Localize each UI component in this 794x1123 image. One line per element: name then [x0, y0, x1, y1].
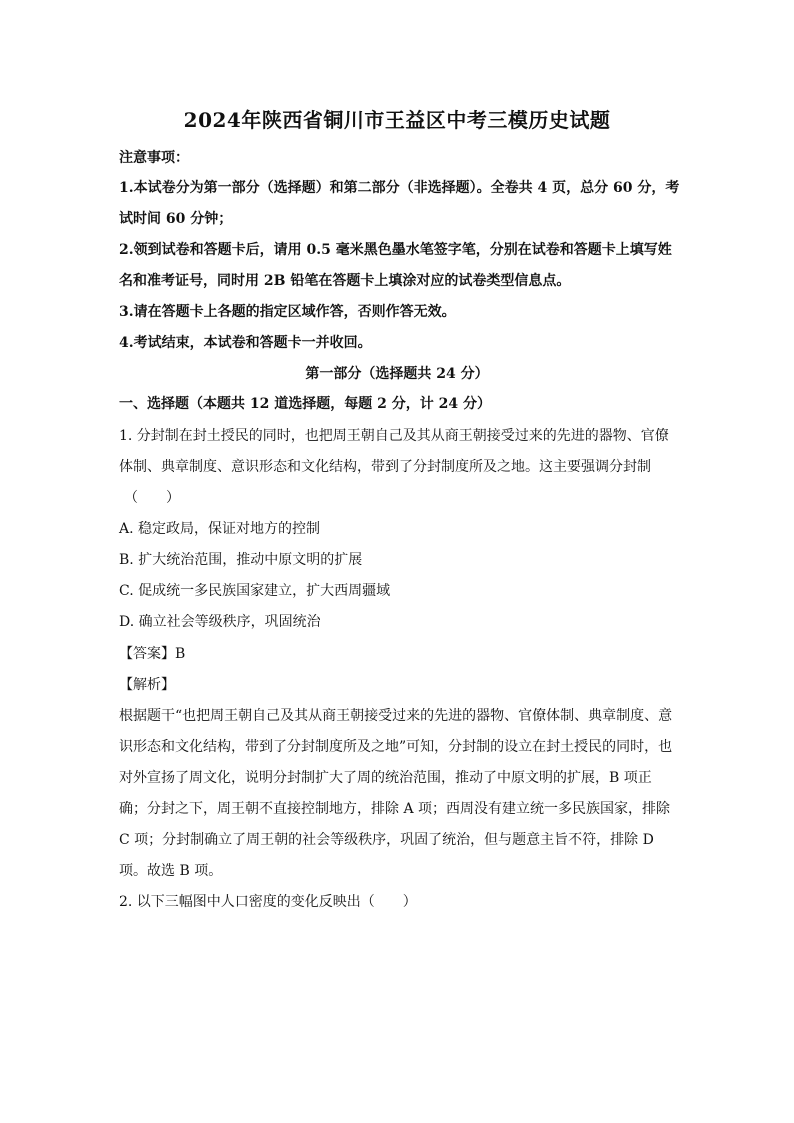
q1-option-d: D. 确立社会等级秩序，巩固统治	[119, 614, 321, 630]
q1-stem-line-2: 体制、典章制度、意识形态和文化结构，带到了分封制度所及之地。这主要强调分封制	[119, 459, 651, 475]
q1-analysis-line-4: 确；分封之下，周王朝不直接控制地方，排除 A 项；西周没有建立统一多民族国家，排除	[119, 801, 671, 817]
q1-analysis-line-5: C 项；分封制确立了周王朝的社会等级秩序，巩固了统治，但与题意主旨不符，排除 D	[119, 832, 654, 848]
page-title: 2024年陕西省铜川市王益区中考三模历史试题	[183, 108, 611, 132]
notice-2-line-1: 2.领到试卷和答题卡后，请用 0.5 毫米黑色墨水笔签字笔，分别在试卷和答题卡上填写姓	[119, 242, 672, 258]
q1-analysis-line-1: 根据题干“也把周王朝自己及其从商王朝接受过来的先进的器物、官僚体制、典章制度、意	[119, 708, 673, 724]
q1-option-b: B. 扩大统治范围，推动中原文明的扩展	[119, 552, 363, 568]
notice-4: 4.考试结束，本试卷和答题卡一并收回。	[119, 335, 372, 351]
notice-1-line-1: 1.本试卷分为第一部分（选择题）和第二部分（非选择题）。全卷共 4 页，总分 60 分，考	[119, 180, 680, 196]
q1-analysis-label: 【解析】	[119, 677, 175, 693]
q1-option-a: A. 稳定政局，保证对地方的控制	[119, 521, 321, 537]
notice-2-line-2: 名和准考证号，同时用 2B 铅笔在答题卡上填涂对应的试卷类型信息点。	[119, 273, 571, 289]
q1-option-c: C. 促成统一多民族国家建立，扩大西周疆域	[119, 583, 391, 599]
notice-heading: 注意事项：	[119, 150, 189, 166]
q1-analysis-line-3: 对外宣扬了周文化，说明分封制扩大了周的统治范围，推动了中原文明的扩展，B 项正	[119, 770, 652, 786]
notice-1-line-2: 试时间 60 分钟；	[119, 211, 233, 227]
q1-analysis-line-6: 项。故选 B 项。	[119, 863, 223, 879]
q1-analysis-line-2: 识形态和文化结构，带到了分封制度所及之地”可知，分封制的设立在封土授民的同时，也	[119, 739, 673, 755]
notice-3: 3.请在答题卡上各题的指定区域作答，否则作答无效。	[119, 304, 456, 320]
q1-stem-line-3: （ ）	[124, 490, 180, 506]
part-heading: 第一部分（选择题共 24 分）	[305, 366, 489, 382]
q2-stem: 2. 以下三幅图中人口密度的变化反映出（ ）	[119, 894, 417, 910]
q1-answer: 【答案】B	[119, 646, 186, 662]
q1-stem-line-1: 1. 分封制在封土授民的同时，也把周王朝自己及其从商王朝接受过来的先进的器物、官僚	[119, 428, 669, 444]
section-heading: 一、选择题（本题共 12 道选择题，每题 2 分，计 24 分）	[119, 396, 491, 412]
